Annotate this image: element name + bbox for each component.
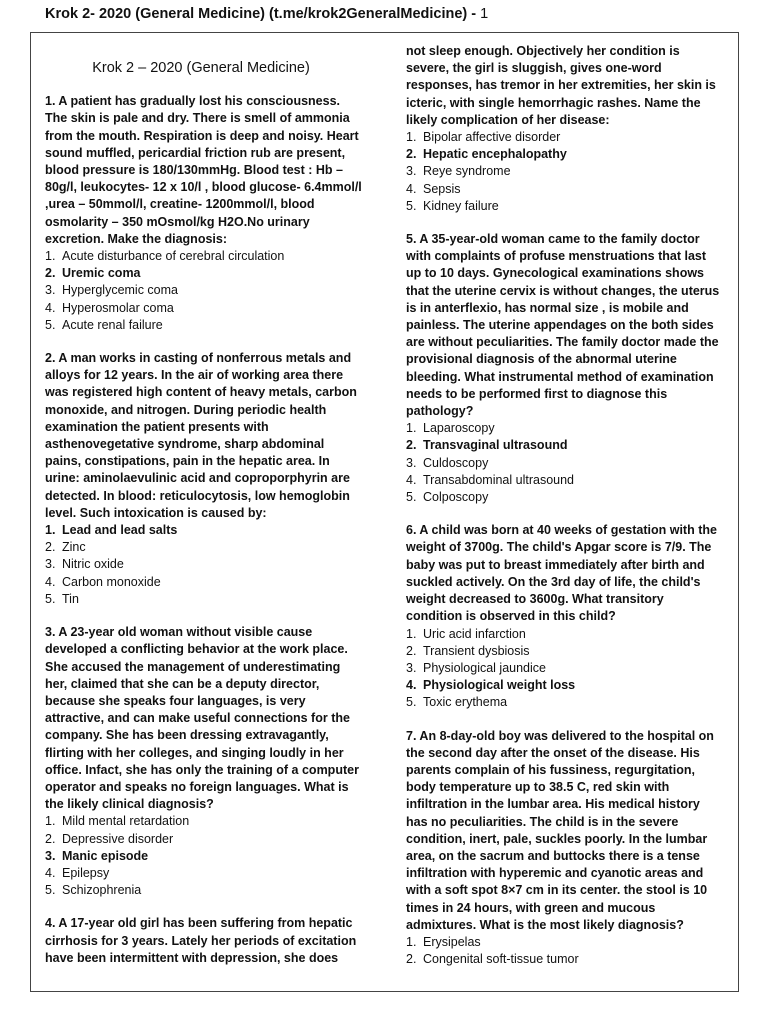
answer-option: 4. Epilepsy [45,865,110,880]
answer-option: 5. Kidney failure [406,198,499,213]
question-4-start [45,915,363,967]
answer-option: 5. Toxic erythema [406,695,508,710]
answer-option: 3. Physiological jaundice [406,660,546,675]
answer-options [45,248,363,334]
question-stem: 3. A 23-year old woman without visible cause developed a conflicting behavior at the work place. She accused the management of underestimating her, claimed that she can be a deputy director, because she speaks four languages, is very attractive, and can make useful connections for the company. She has been dressing extravagantly, flirting with her colleges, and singing loudly in her office. Infact, she has only the training of a computer operator and speaks no foreign languages. What is the likely clinical diagnosis? [45,625,359,812]
answer-option-correct: 1. Lead and lead salts [45,523,178,538]
right-column [406,43,722,984]
answer-options [406,420,722,506]
answer-option: 3. Nitric oxide [45,557,124,572]
answer-option: 4. Carbon monoxide [45,574,161,589]
answer-option-correct: 2. Uremic coma [45,266,141,281]
page-number: 1 [480,6,489,22]
question-4-continued [406,43,722,215]
answer-option: 4. Hyperosmolar coma [45,300,174,315]
answer-option-correct: 3. Manic episode [45,848,149,863]
answer-option: 5. Acute renal failure [45,317,163,332]
left-column [45,60,363,983]
page-header [45,6,488,22]
answer-option-correct: 4. Physiological weight loss [406,678,576,693]
question-stem: 6. A child was born at 40 weeks of gestation with the weight of 3700g. The child's Apgar score is 7/9. The baby was put to breast immediately after birth and suckled actively. On the 3rd day of life, the child's weight decreased to 3600g. What transitory condition is observed in this child? [406,523,717,624]
question-5 [406,231,722,506]
question-6 [406,522,722,711]
answer-option: 2. Transient dysbiosis [406,643,530,658]
question-stem: 4. A 17-year old girl has been suffering from hepatic cirrhosis for 3 years. Lately her periods of excitation have been intermittent with depression, she does [45,916,357,965]
answer-options [406,934,722,968]
answer-option: 1. Acute disturbance of cerebral circulation [45,249,285,264]
answer-option: 5. Tin [45,591,79,606]
answer-option: 3. Hyperglycemic coma [45,283,179,298]
question-stem: not sleep enough. Objectively her condition is severe, the girl is sluggish, gives one-word responses, has tremor in her extremities, her skin is icteric, with single hemorrhagic rashes. Name the likely complication of her disease: [406,44,716,127]
answer-options [406,626,722,712]
answer-option-correct: 2. Transvaginal ultrasound [406,438,568,453]
answer-option: 3. Reye syndrome [406,164,511,179]
answer-option: 1. Uric acid infarction [406,626,526,641]
header-title: Krok 2- 2020 (General Medicine) (t.me/krok2GeneralMedicine) - [45,6,477,22]
answer-option: 5. Schizophrenia [45,883,142,898]
answer-option: 1. Erysipelas [406,934,481,949]
answer-option: 4. Sepsis [406,181,461,196]
answer-options [406,129,722,215]
answer-option: 2. Congenital soft-tissue tumor [406,952,579,967]
answer-option: 4. Transabdominal ultrasound [406,472,575,487]
answer-option: 1. Mild mental retardation [45,814,190,829]
answer-options [45,522,363,608]
answer-option: 5. Colposcopy [406,490,489,505]
question-7 [406,728,722,969]
question-3 [45,624,363,899]
question-2 [45,350,363,608]
question-stem: 7. An 8-day-old boy was delivered to the hospital on the second day after the onset of the disease. His parents complain of his fussiness, regurgitation, body temperature up to 38.5 C, red skin with infiltration in the lumbar area. His medical history has no peculiarities. The child is in the severe condition, inert, pale, suckles poorly. In the lumbar area, on the sacrum and buttocks there is a tense infiltration with hyperemic and cyanotic areas and with a soft spot 8×7 cm in its center. the stool is 10 times in 24 hours, with green and mucous admixtures. What is the most likely diagnosis? [406,728,714,932]
answer-option: 1. Laparoscopy [406,421,495,436]
answer-option-correct: 2. Hepatic encephalopathy [406,147,567,162]
answer-option: 1. Bipolar affective disorder [406,130,561,145]
question-stem: 5. A 35-year-old woman came to the family doctor with complaints of profuse menstruations that last up to 10 days. Gynecological examinations shows that the uterine cervix is without changes, the uterus is in anterflexio, has normal size , is mobile and painless. The uterine appendages on the both sides are without peculiarities. The family doctor made the provisional diagnosis of the abnormal uterine bleeding. What instrumental method of examination needs to be performed first to diagnose this pathology? [406,232,720,419]
question-1 [45,93,363,334]
question-stem: 1. A patient has gradually lost his consciousness. The skin is pale and dry. There is smell of ammonia from the mouth. Respiration is deep and noisy. Heart sound muffled, pericardial friction rub are present, blood pressure is 180/130mmHg. Blood test : Hb – 80g/l, leukocytes- 12 x 10/l , blood glucose- 6.4mmol/l ,urea – 50mmol/l, creatine- 1200mmol/l, blood osmolarity – 350 mOsmol/kg H2O.No urinary excretion. Make the diagnosis: [45,94,362,246]
answer-option: 3. Culdoscopy [406,455,489,470]
answer-option: 2. Zinc [45,540,86,555]
document-title: Krok 2 – 2020 (General Medicine) [92,60,310,76]
answer-option: 2. Depressive disorder [45,831,174,846]
question-stem: 2. A man works in casting of nonferrous metals and alloys for 12 years. In the air of working area there was registered high content of heavy metals, carbon monoxide, and nitrogen. During periodic health examination the patient presents with asthenovegetative syndrome, sharp abdominal pains, constipations, pain in the hepatic area. In urine: aminolaevulinic acid and coproporphyrin are detected. In blood: reticulocytosis, low hemoglobin level. Such intoxication is caused by: [45,351,357,520]
answer-options [45,813,363,899]
